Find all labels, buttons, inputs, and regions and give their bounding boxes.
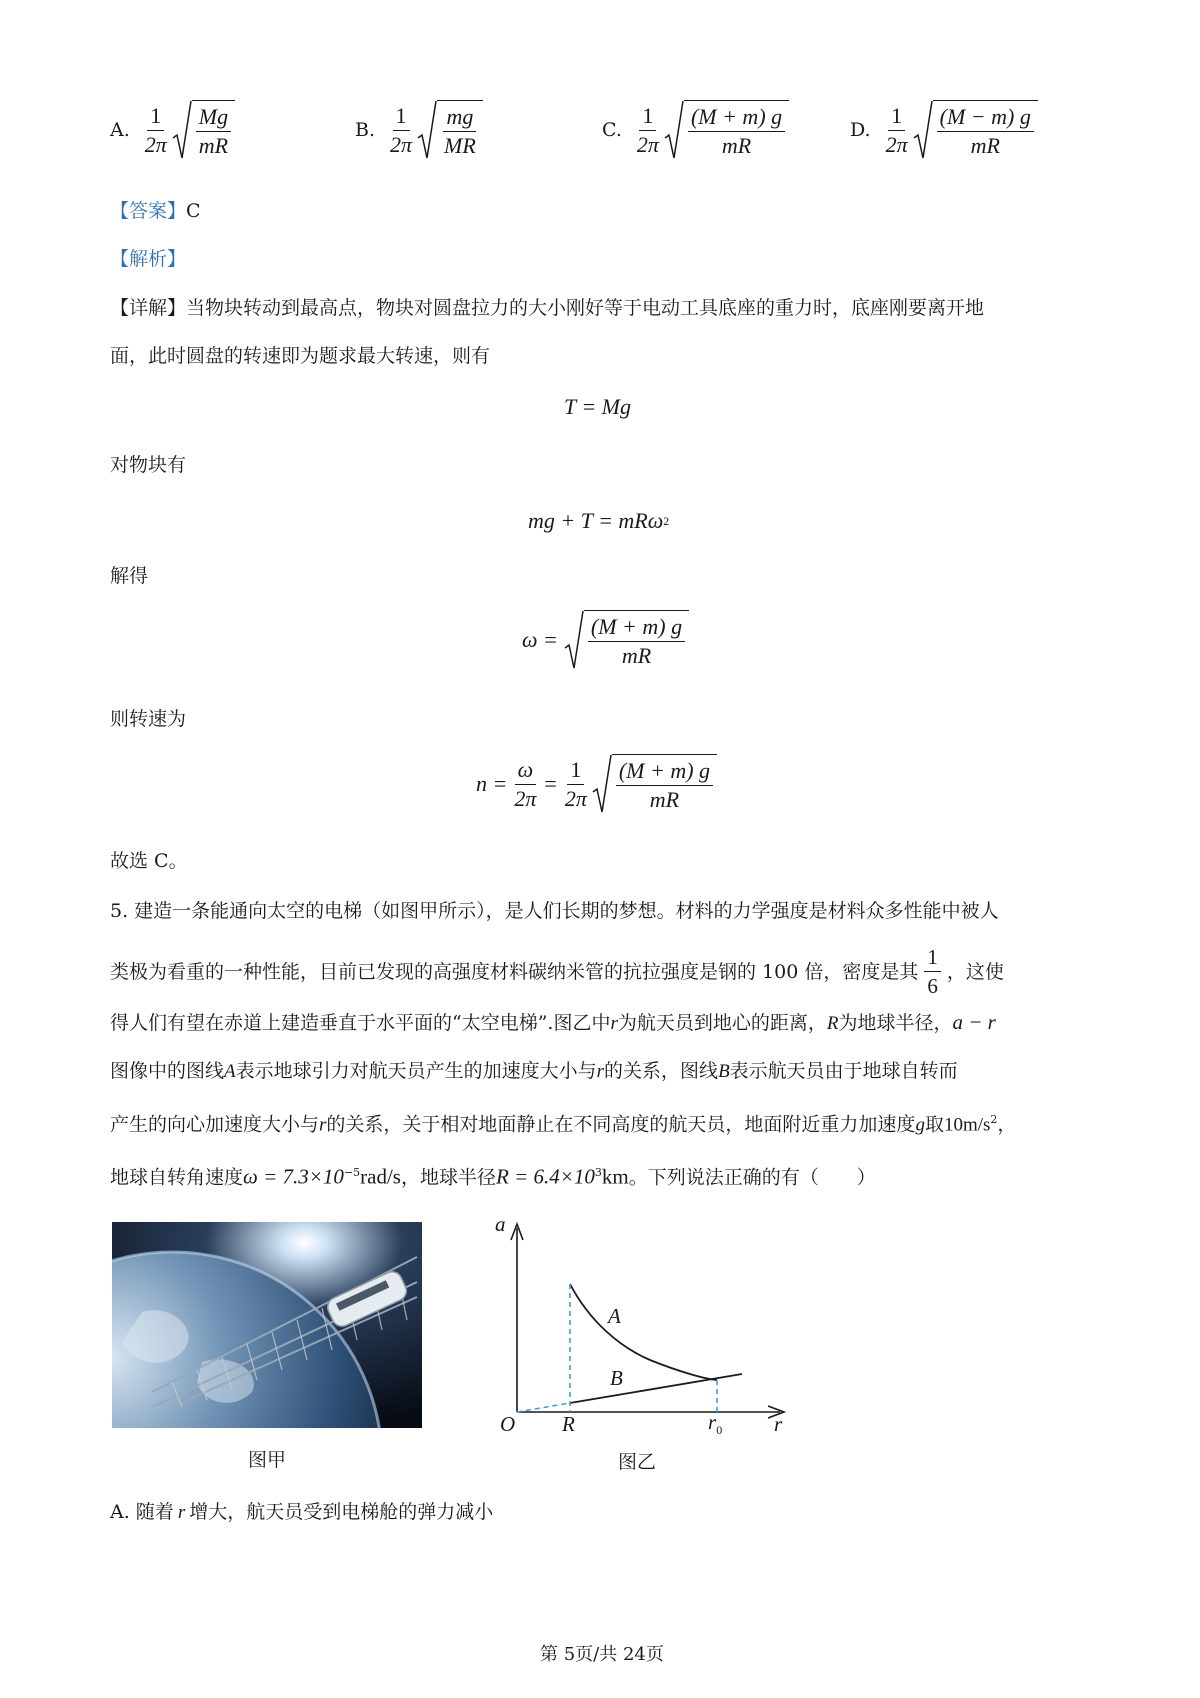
rad-den: mR	[198, 133, 229, 158]
q5-l5d: ，	[997, 1113, 1017, 1136]
coef-num: 1	[147, 103, 164, 131]
option-label: B.	[355, 119, 376, 141]
q5-l5c: 取	[924, 1113, 944, 1136]
q5-line-1: 5. 建造一条能通向太空的电梯（如图甲所示），是人们长期的梦想。材料的力学强度是材料众多性能中被人	[110, 900, 999, 922]
q5-l3c: 为地球半径，	[838, 1012, 953, 1034]
r0-main: r	[708, 1410, 717, 1434]
line-b-dashed	[517, 1403, 570, 1412]
var-A: A	[224, 1061, 236, 1082]
curve-a	[570, 1284, 717, 1380]
option-a	[110, 100, 235, 160]
var-r: r	[610, 1013, 618, 1034]
space-elevator-image	[112, 1222, 422, 1428]
detail-text-1: 当物块转动到最高点，物块对圆盘拉力的大小刚好等于电动工具底座的重力时，底座刚要离开地	[186, 297, 985, 319]
rad-num: Mg	[196, 104, 231, 132]
eq4-equals: =	[544, 771, 557, 796]
var-g: g	[915, 1114, 925, 1136]
analysis-tag: 【解析】	[110, 248, 187, 270]
var-a-r: a − r	[952, 1010, 996, 1034]
eq3-rad-num: (M + m) g	[588, 614, 685, 642]
q5-line-3	[110, 1009, 996, 1037]
opt-a-text-1: A. 随着	[110, 1501, 174, 1523]
q5-option-a	[110, 1499, 493, 1526]
coef-num: 1	[888, 103, 905, 131]
var-r: r	[177, 1502, 186, 1523]
x-axis-label: r	[774, 1412, 783, 1436]
solve-text: 解得	[110, 565, 149, 587]
eq4-lhs: n =	[476, 771, 508, 796]
q5-line-5	[110, 1107, 1016, 1138]
option-c	[602, 100, 789, 160]
q5-l5b: 的关系，关于相对地面静止在不同高度的航天员，地面附近重力加速度	[326, 1113, 916, 1136]
equation-1: T = Mg	[564, 394, 632, 419]
option-label: A.	[110, 119, 130, 141]
choose-text: 故选 C。	[110, 850, 188, 872]
g-value: 10m/s	[943, 1114, 991, 1136]
q5-frac-num: 1	[924, 944, 941, 972]
R-tick-label: R	[562, 1412, 575, 1436]
coef-den: 2π	[885, 131, 908, 157]
sqrt	[564, 610, 689, 670]
q5-frac-den: 6	[927, 974, 938, 998]
sqrt	[417, 100, 483, 160]
q5-line-4	[110, 1058, 958, 1085]
q5-l6c: 。下列说法正确的有（ ）	[628, 1166, 876, 1189]
q5-l2b: ，这使	[946, 960, 1004, 983]
q5-l3b: 为航天员到地心的距离，	[617, 1012, 827, 1034]
q5-l6b: ，地球半径	[400, 1166, 496, 1189]
figure-space-elevator	[112, 1222, 422, 1428]
detail-line-1	[110, 295, 984, 321]
answer-tag: 【答案】	[110, 200, 187, 222]
y-axis-label: a	[495, 1212, 506, 1236]
q5-l4c: 的关系，图线	[604, 1060, 719, 1082]
rad-den: mR	[970, 133, 1000, 158]
rad-num: (M − m) g	[937, 104, 1034, 132]
omega-exp: −5	[343, 1166, 361, 1179]
option-label: D.	[850, 119, 871, 141]
option-label: C.	[602, 119, 622, 141]
speed-is-text: 则转速为	[110, 708, 187, 730]
line-b-label: B	[610, 1366, 623, 1390]
var-r: r	[596, 1061, 605, 1082]
options-row	[0, 96, 1200, 176]
q5-l3a: 得人们有望在赤道上建造垂直于水平面的“太空电梯”.图乙中	[110, 1012, 611, 1034]
detail-line-2: 面，此时圆盘的转速即为题求最大转速，则有	[110, 345, 491, 367]
radius-exp: 3	[594, 1166, 602, 1179]
radius-unit: km	[601, 1164, 629, 1189]
q5-line-6	[110, 1160, 876, 1190]
eq4-f2-num: 1	[567, 757, 584, 785]
coef-num: 1	[393, 103, 410, 131]
figure-left-caption: 图甲	[248, 1449, 287, 1471]
opt-a-text-2: 增大，航天员受到电梯舱的弹力减小	[189, 1501, 494, 1523]
q5-l4d: 表示航天员由于地球自转而	[729, 1060, 958, 1082]
omega-value: ω = 7.3×10	[243, 1164, 344, 1189]
sqrt	[913, 100, 1038, 160]
sqrt	[172, 100, 235, 160]
coef-num: 1	[639, 103, 656, 131]
r0-tick-label	[708, 1410, 722, 1438]
eq4-f1-num: ω	[515, 757, 537, 785]
a-r-graph-svg	[490, 1212, 790, 1442]
eq4-f2-den: 2π	[564, 785, 587, 811]
var-R: R	[826, 1013, 839, 1034]
sqrt	[664, 100, 789, 160]
q5-l4b: 表示地球引力对航天员产生的加速度大小与	[235, 1060, 597, 1082]
q5-l2a: 类极为看重的一种性能，目前已发现的高强度材料碳纳米管的抗拉强度是钢的 100 倍，密度是其	[110, 960, 919, 983]
figure-right-caption: 图乙	[618, 1451, 657, 1473]
for-block-text: 对物块有	[110, 454, 187, 476]
q5-l4a: 图像中的图线	[110, 1060, 225, 1082]
sqrt	[592, 754, 717, 814]
answer-value: C	[186, 200, 201, 222]
rad-den: MR	[444, 133, 476, 158]
coef-den: 2π	[390, 131, 413, 157]
equation-4	[476, 754, 717, 814]
radius-value: R = 6.4×10	[496, 1164, 595, 1189]
var-B: B	[718, 1061, 730, 1082]
eq4-rad-num: (M + m) g	[616, 758, 713, 786]
eq4-f1-den: 2π	[514, 785, 537, 811]
rad-num: (M + m) g	[688, 104, 785, 132]
eq3-rad-den: mR	[621, 643, 652, 668]
q5-l6a: 地球自转角速度	[110, 1166, 244, 1189]
eq4-rad-den: mR	[649, 787, 680, 812]
coef-den: 2π	[636, 131, 659, 157]
eq2-sup: 2	[663, 513, 670, 528]
option-d	[850, 100, 1038, 160]
q5-l5a: 产生的向心加速度大小与	[110, 1113, 320, 1136]
figure-a-r-graph	[490, 1212, 790, 1442]
curve-a-label: A	[608, 1304, 621, 1328]
var-r: r	[319, 1114, 327, 1136]
page-footer: 第 5页/共 24页	[540, 1644, 664, 1665]
r0-sub: 0	[716, 1423, 723, 1438]
rad-num: mg	[443, 104, 476, 132]
detail-tag: 【详解】	[110, 297, 187, 319]
option-b	[355, 100, 483, 160]
eq3-lhs: ω =	[522, 627, 558, 652]
rad-den: mR	[721, 133, 752, 158]
answer-line	[110, 198, 201, 224]
g-unit-sup: 2	[990, 1113, 998, 1126]
q5-line-2	[110, 944, 1004, 999]
equation-3	[522, 610, 689, 670]
coef-den: 2π	[144, 131, 167, 157]
equation-2	[528, 508, 669, 534]
eq2-lhs: mg + T = mRω	[528, 508, 664, 533]
omega-unit: rad/s	[360, 1164, 401, 1189]
origin-label: O	[500, 1412, 516, 1436]
